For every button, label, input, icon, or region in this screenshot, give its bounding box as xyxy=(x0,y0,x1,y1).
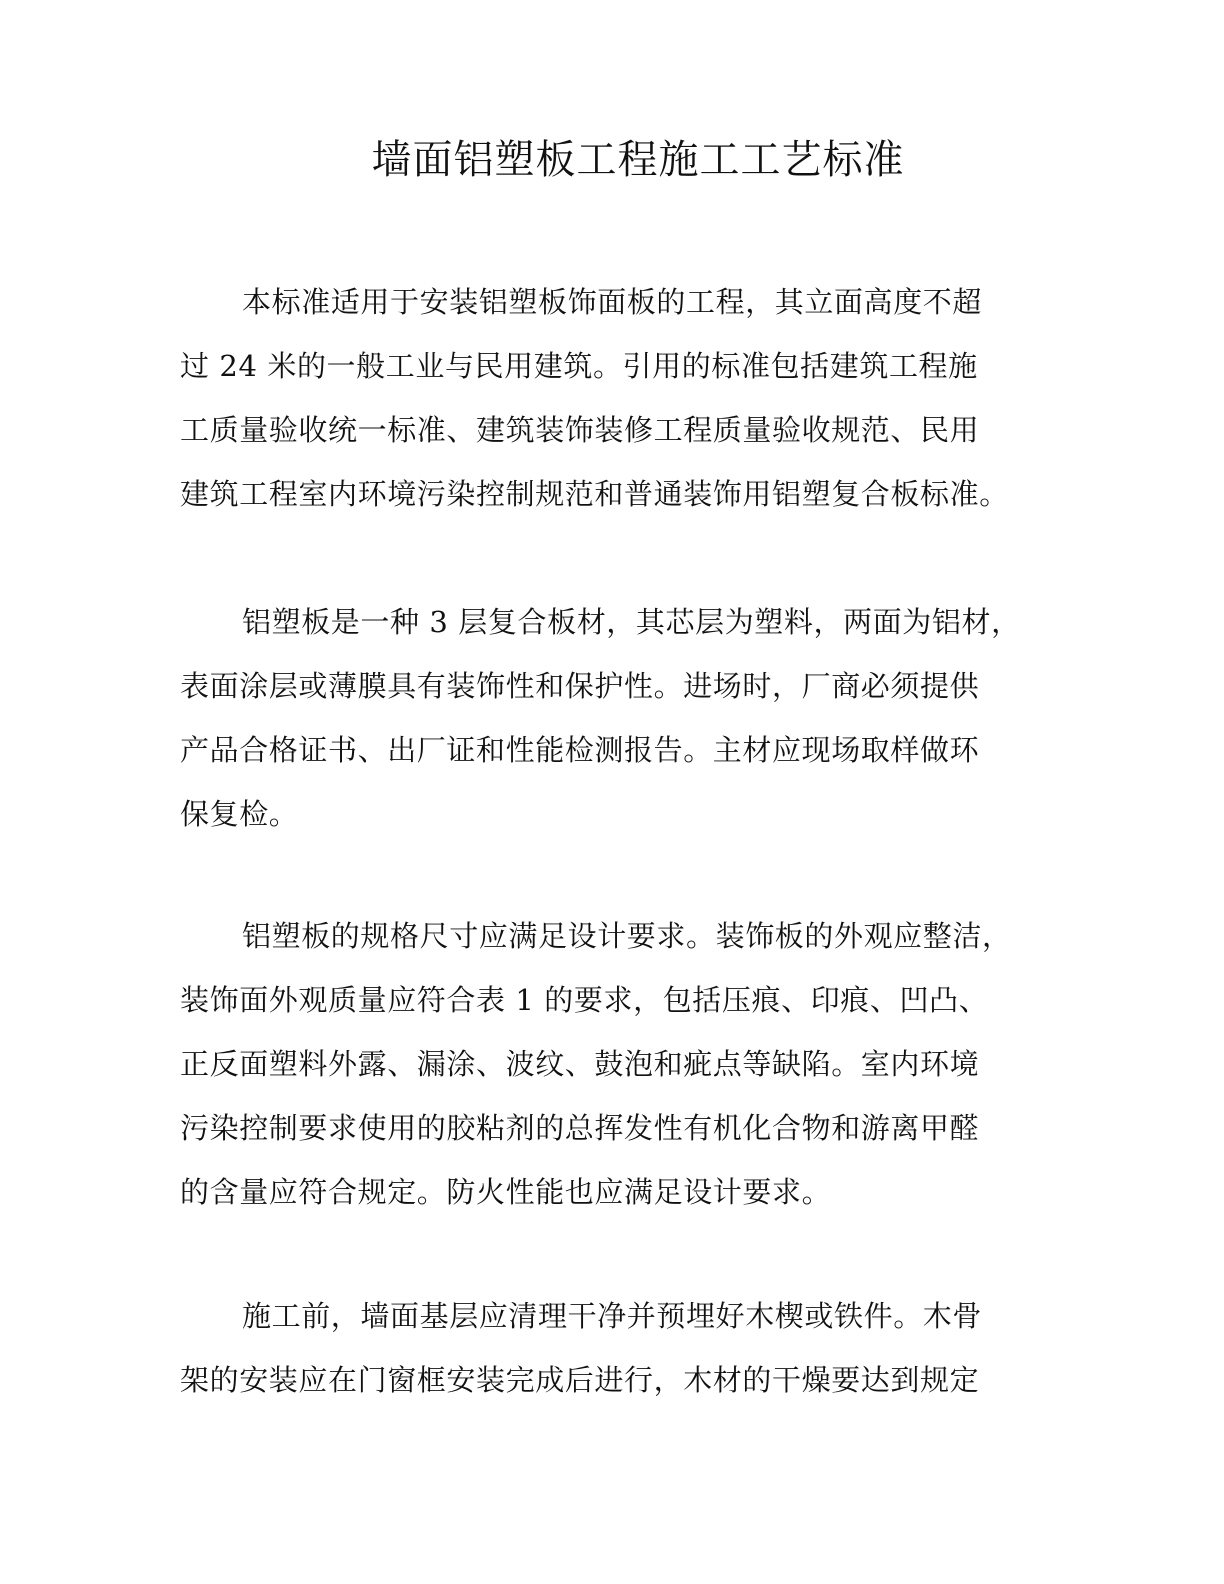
paragraph-line: 铝塑板是一种 3 层复合板材，其芯层为塑料，两面为铝材， xyxy=(242,605,1021,639)
paragraph-line: 本标准适用于安装铝塑板饰面板的工程，其立面高度不超 xyxy=(242,285,983,319)
document-title: 墙面铝塑板工程施工工艺标准 xyxy=(371,137,905,183)
paragraph-quality xyxy=(180,904,1050,1224)
paragraph-line: 表面涂层或薄膜具有装饰性和保护性。进场时，厂商必须提供 xyxy=(180,669,980,703)
paragraph-line: 的含量应符合规定。防火性能也应满足设计要求。 xyxy=(180,1175,832,1209)
paragraph-line: 正反面塑料外露、漏涂、波纹、鼓泡和疵点等缺陷。室内环境 xyxy=(180,1047,980,1081)
paragraph-line: 建筑工程室内环境污染控制规范和普通装饰用铝塑复合板标准。 xyxy=(180,477,1009,511)
paragraph-line: 架的安装应在门窗框安装完成后进行，木材的干燥要达到规定 xyxy=(180,1363,980,1397)
paragraph-line: 过 24 米的一般工业与民用建筑。引用的标准包括建筑工程施 xyxy=(180,349,978,383)
paragraph-line: 污染控制要求使用的胶粘剂的总挥发性有机化合物和游离甲醛 xyxy=(180,1111,980,1145)
paragraph-line: 产品合格证书、出厂证和性能检测报告。主材应现场取样做环 xyxy=(180,733,980,767)
paragraph-line: 装饰面外观质量应符合表 1 的要求，包括压痕、印痕、凹凸、 xyxy=(180,983,989,1017)
paragraph-preparation xyxy=(180,1284,1050,1412)
paragraph-line: 工质量验收统一标准、建筑装饰装修工程质量验收规范、民用 xyxy=(180,413,980,447)
paragraph-material xyxy=(180,590,1050,846)
paragraph-scope xyxy=(180,270,1050,526)
paragraph-line: 铝塑板的规格尺寸应满足设计要求。装饰板的外观应整洁， xyxy=(242,919,1012,953)
paragraph-line: 保复检。 xyxy=(180,797,299,831)
paragraph-line: 施工前，墙面基层应清理干净并预埋好木楔或铁件。木骨 xyxy=(242,1299,983,1333)
